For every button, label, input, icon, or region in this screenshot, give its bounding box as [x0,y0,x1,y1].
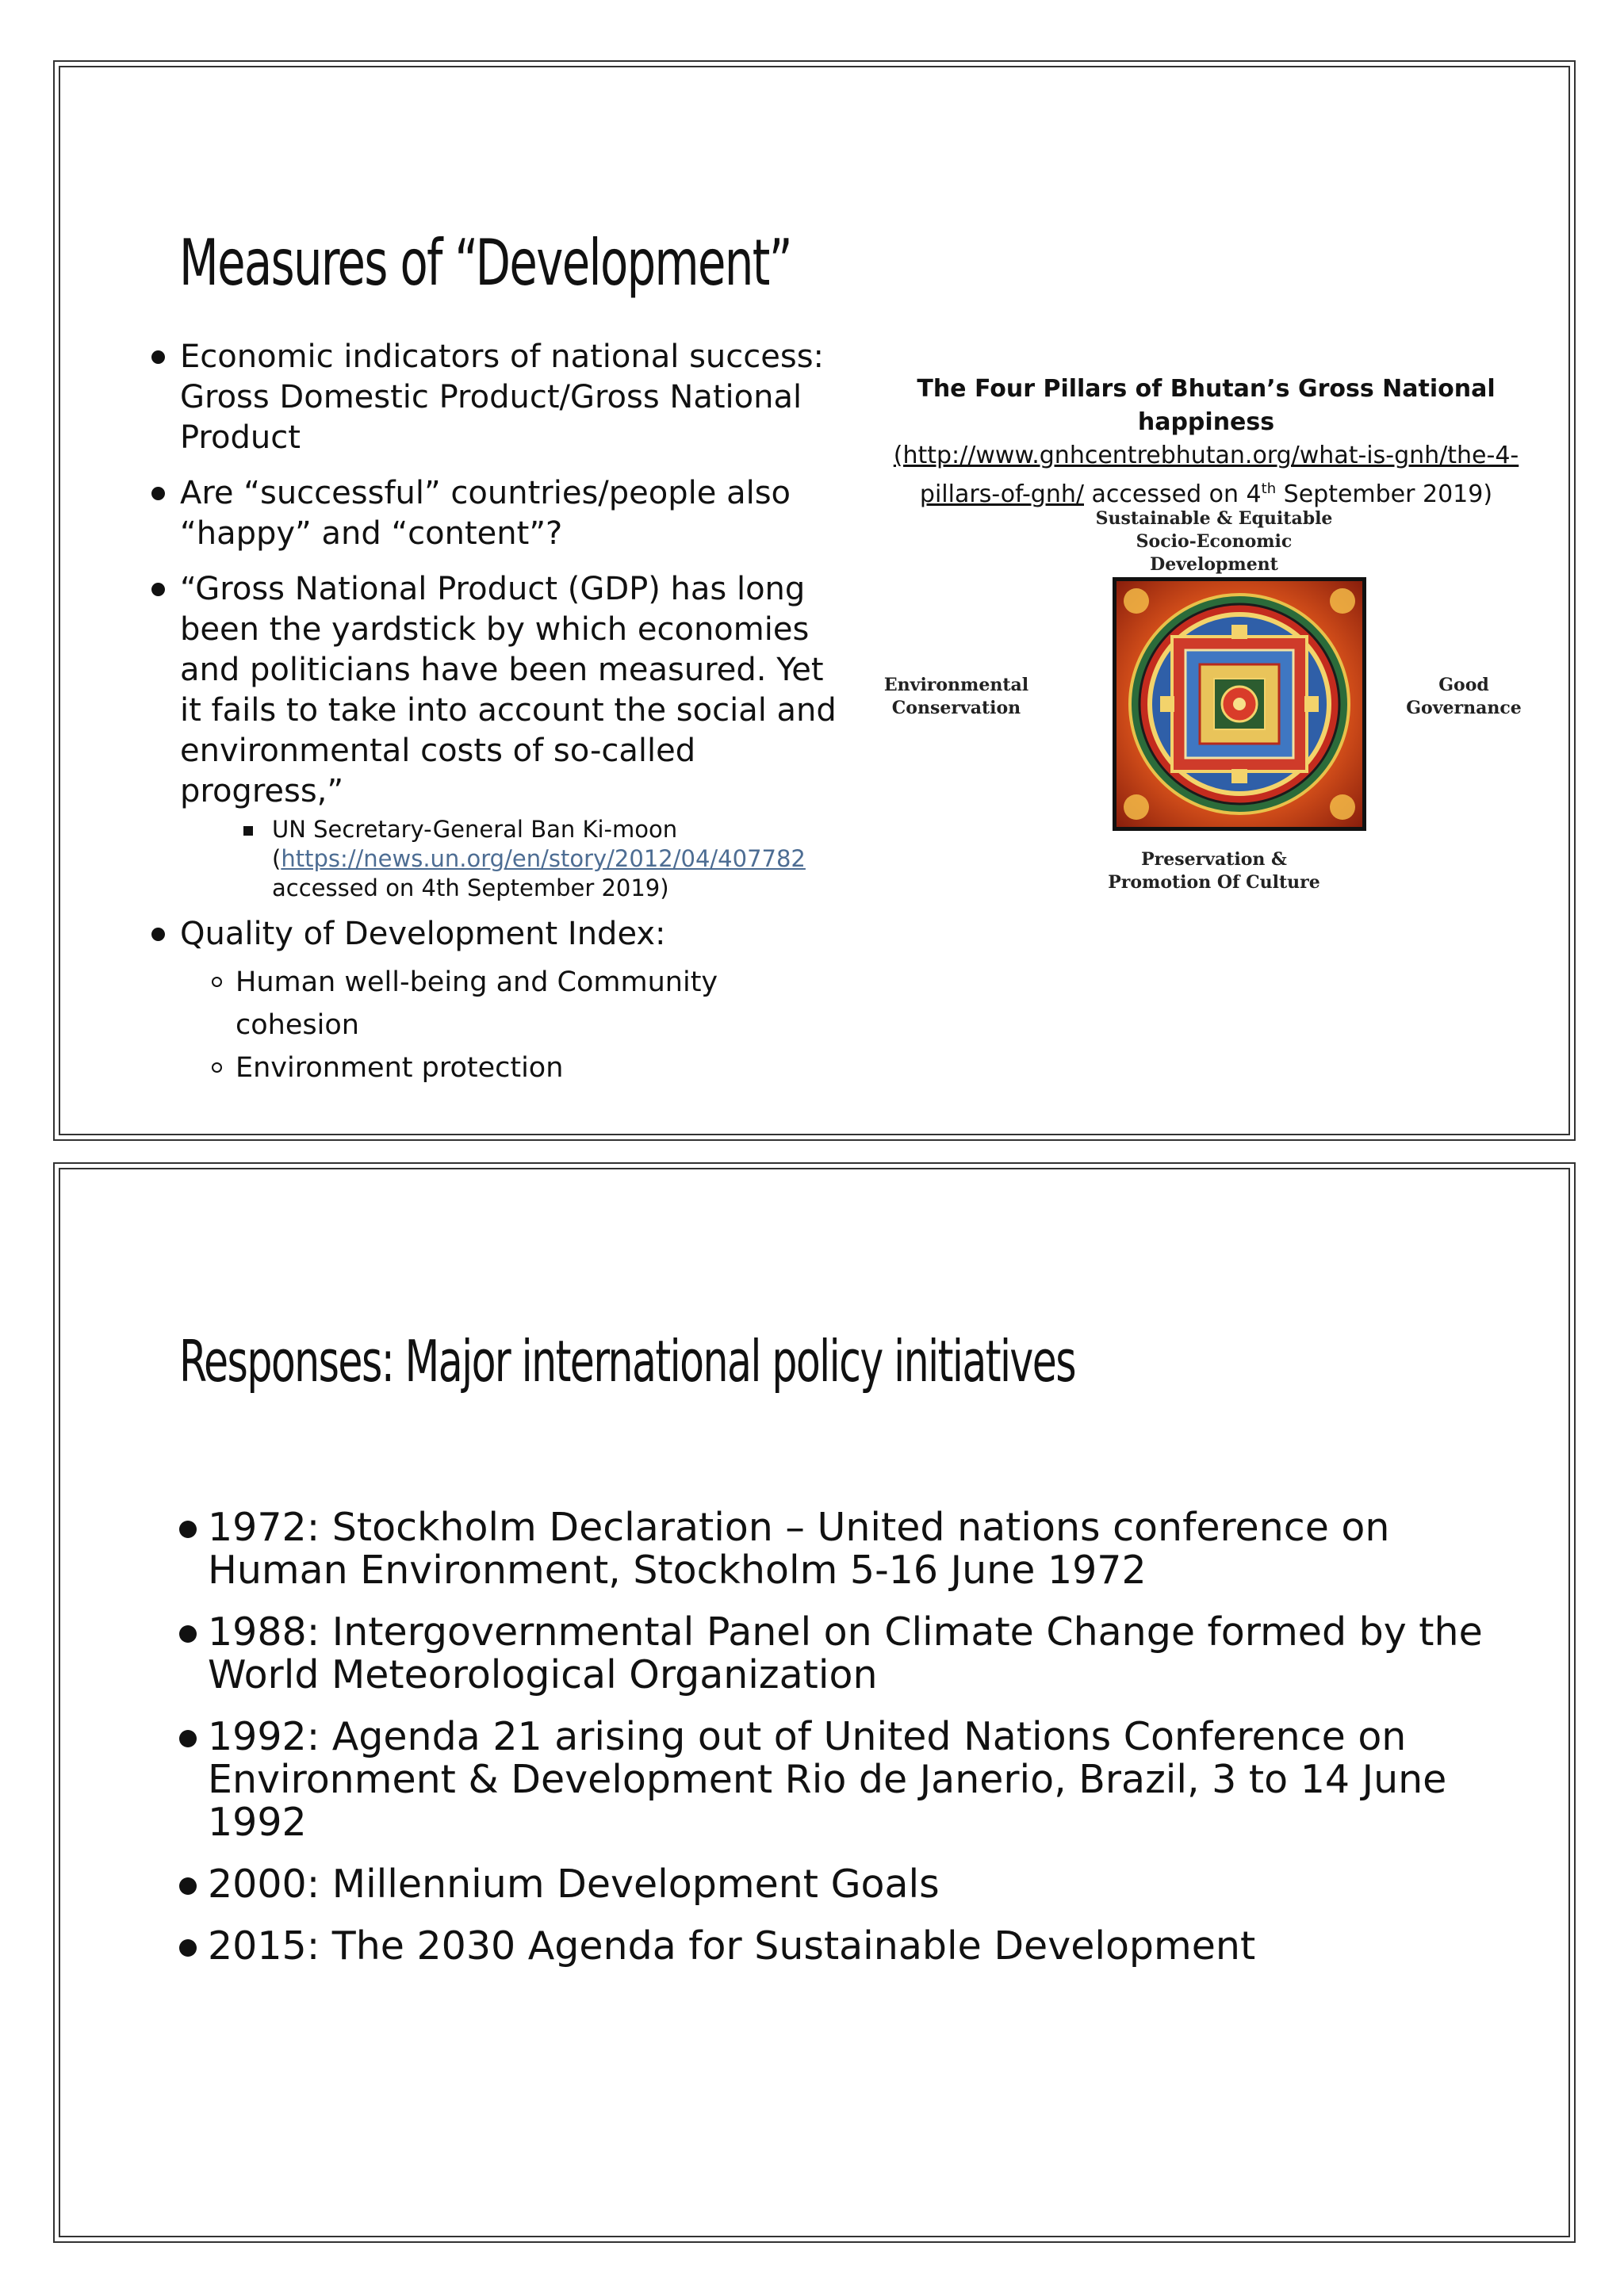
four-pillars-diagram [881,507,1531,896]
bullet-dot-icon [151,350,165,364]
list-item: 2015: The 2030 Agenda for Sustainable Development [179,1925,1488,1968]
circle-bullet-icon [212,1062,222,1073]
bullet-dot-icon [179,1939,197,1957]
slide-1-frame [59,66,1570,1135]
slide-1-bullet-list [151,337,849,1104]
bullet-dot-icon [151,928,165,941]
slide-2-bullet-list [179,1506,1488,1987]
list-item: Economic indicators of national success: Gross Domestic Product/Gross National Product [151,337,849,458]
un-news-link[interactable]: https://news.un.org/en/story/2012/04/407782 [281,845,806,872]
bullet-dot-icon [151,487,165,500]
sub-list-item: Environment protection [180,1047,849,1089]
slide-2 [53,1162,1576,2243]
slide-2-frame [59,1168,1570,2237]
list-item: “Gross National Product (GDP) has long been the yardstick by which economies and politicians have been measured. Yet it fails to take into account the social and environmental costs of so-called progress,” UN Secretary-General Ban Ki-moon (https://news.un.org/en/story/2012/04/407782 accessed on 4th September 2019) [151,569,849,903]
list-item: Quality of Development Index: Human well-being and Community cohesion Environment protection [151,914,849,1089]
quote-attribution: UN Secretary-General Ban Ki-moon (https://news.un.org/en/story/2012/04/407782 accessed on 4th September 2019) [180,815,849,903]
bullet-dot-icon [179,1877,197,1895]
slide-1-title: Measures of “Development” [179,226,791,300]
list-item: 1988: Intergovernmental Panel on Climate Change formed by the World Meteorological Organization [179,1611,1488,1697]
list-item: 1972: Stockholm Declaration – United nations conference on Human Environment, Stockholm 5-16 June 1972 [179,1506,1488,1592]
bullet-dot-icon [179,1730,197,1747]
sub-list-item: Human well-being and Community cohesion [180,961,849,1047]
pillar-environment: Environmental Conservation [883,675,1029,718]
bhutan-figure-caption [881,373,1531,511]
bullet-dot-icon [179,1521,197,1538]
slide-1 [53,60,1576,1141]
figure-title: The Four Pillars of Bhutan’s Gross National happiness [917,375,1496,436]
figure-source: (http://www.gnhcentrebhutan.org/what-is-gnh/the-4-pillars-of-gnh/ accessed on 4th September 2019) [893,442,1519,508]
list-item: 1992: Agenda 21 arising out of United Nations Conference on Environment & Development Rio de Janerio, Brazil, 3 to 14 June 1992 [179,1716,1488,1844]
circle-bullet-icon [212,977,222,987]
bullet-dot-icon [179,1625,197,1643]
accessed-date: accessed on 4th September 2019) [272,874,669,901]
qdi-sublist [180,961,849,1089]
pillar-culture: Preservation & Promotion Of Culture [1108,849,1320,893]
list-item: 2000: Millennium Development Goals [179,1863,1488,1906]
square-bullet-icon [243,826,253,836]
slide-2-title: Responses: Major international policy initiatives [179,1328,1076,1395]
quote-author: UN Secretary-General Ban Ki-moon [272,816,678,843]
pillar-socio-economic: Sustainable & Equitable Socio-Economic Development [1095,508,1333,575]
bullet-dot-icon [151,583,165,596]
pillar-governance: Good Governance [1406,675,1522,718]
gnh-source-link[interactable]: (http://www.gnhcentrebhutan.org/what-is-gnh/the-4-pillars-of-gnh/ [893,442,1519,508]
mandala-image [1113,577,1366,831]
list-item: Are “successful” countries/people also “happy” and “content”? [151,473,849,554]
